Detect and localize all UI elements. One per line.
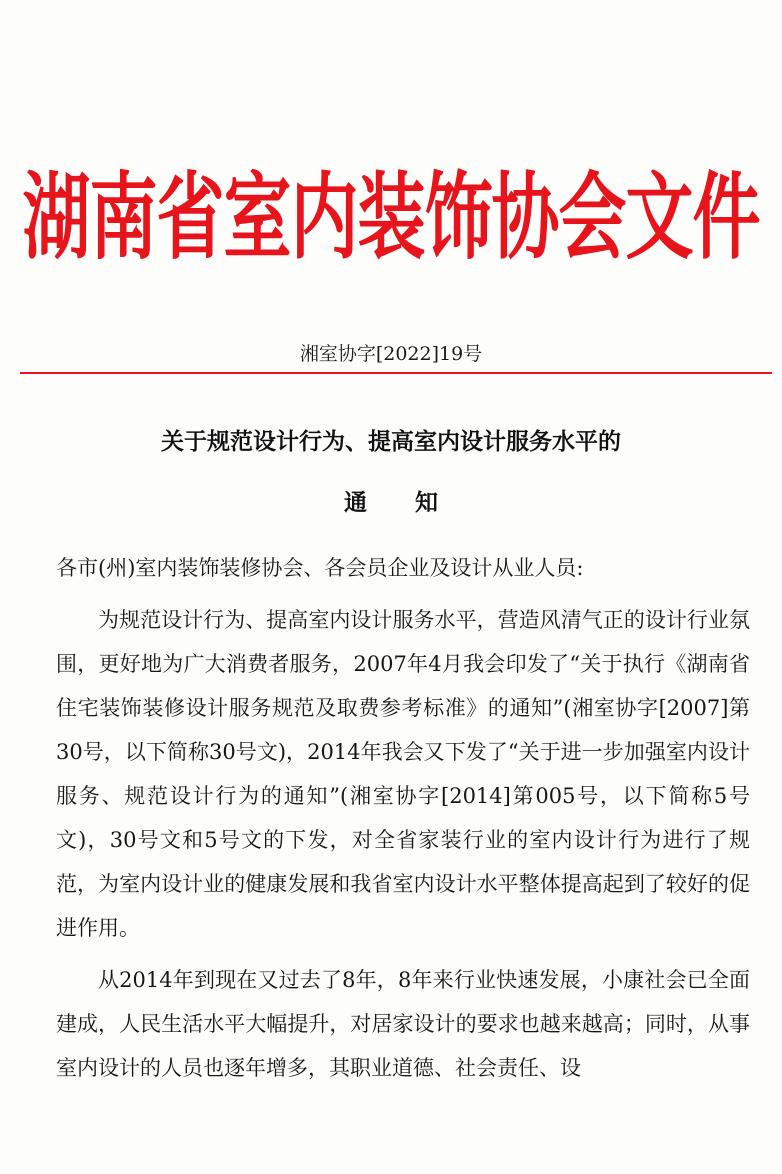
- red-divider-line: [20, 372, 772, 374]
- notice-title: 关于规范设计行为、提高室内设计服务水平的: [161, 429, 621, 455]
- body-paragraph-1: 为规范设计行为、提高室内设计服务水平，营造风清气正的设计行业氛围，更好地为广大消费者服务，2007年4月我会印发了“关于执行《湖南省住宅装饰装修设计服务规范及取费参考标准》的通知”(湘室协字[2007]第30号，以下简称30号文)，2014年我会又下发了“关于进一步加强室内设计服务、规范设计行为的通知”(湘室协字[2014]第005号，以下简称5号文)，30号文和5号文的下发，对全省家装行业的室内设计行为进行了规范，为室内设计业的健康发展和我省室内设计水平整体提高起到了较好的促进作用。: [56, 608, 750, 940]
- document-body: [56, 546, 750, 1090]
- document-number: 湘室协字[2022]19号: [299, 343, 483, 365]
- document-masthead: 湖南省室内装饰协会文件: [22, 163, 760, 273]
- body-paragraph-2: 从2014年到现在又过去了8年，8年来行业快速发展，小康社会已全面建成，人民生活水平大幅提升，对居家设计的要求也越来越高；同时，从事室内设计的人员也逐年增多，其职业道德、社会责任、设: [56, 968, 750, 1080]
- salutation: 各市(州)室内装饰装修协会、各会员企业及设计从业人员:: [56, 556, 584, 580]
- notice-title-suffix: 通知: [344, 490, 486, 516]
